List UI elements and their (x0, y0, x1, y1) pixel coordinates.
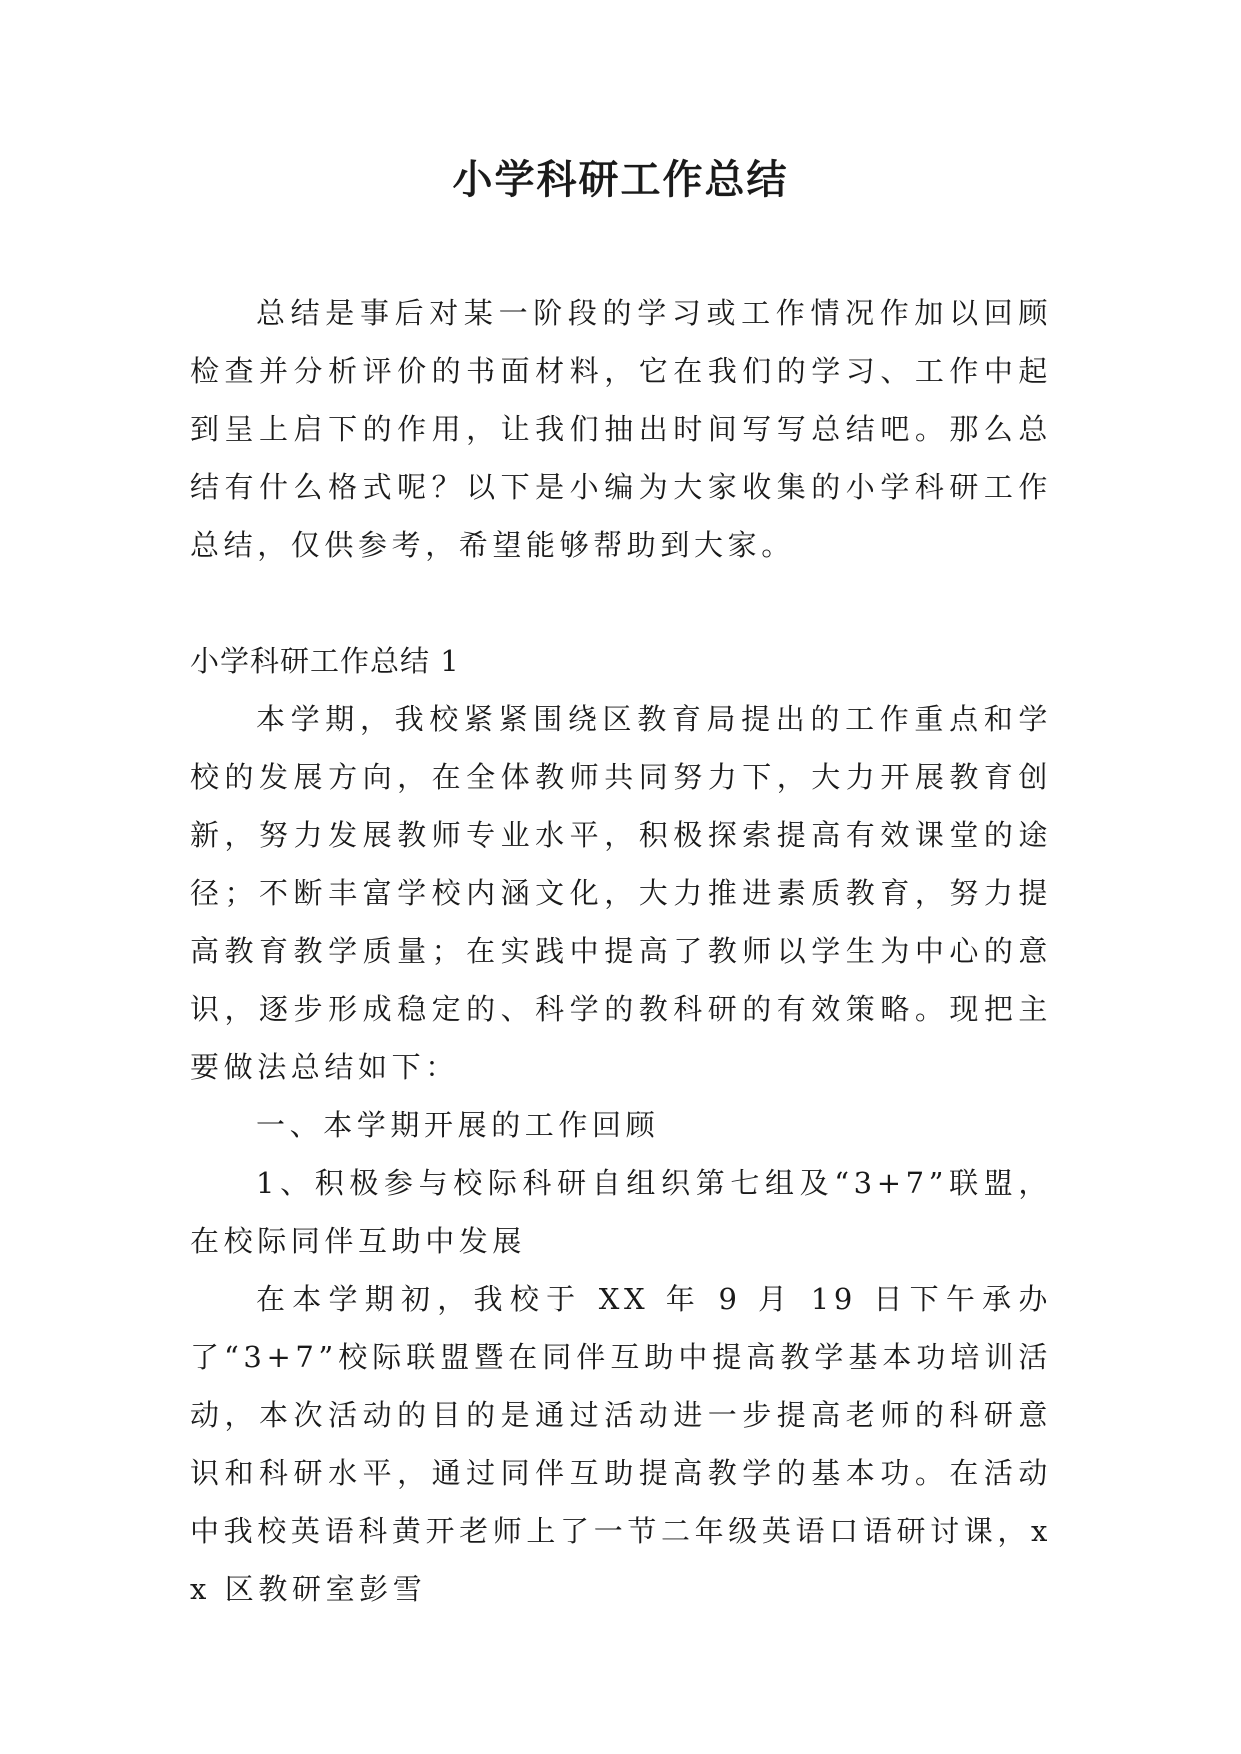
document-title: 小学科研工作总结 (452, 156, 789, 203)
paragraph-spacer (190, 574, 1052, 632)
body-paragraph-3: 1、积极参与校际科研自组织第七组及“3+7”联盟，在校际同伴互助中发展 (190, 1166, 1052, 1258)
intro-paragraph: 总结是事后对某一阶段的学习或工作情况作加以回顾检查并分析评价的书面材料，它在我们的学习、工作中起到呈上启下的作用，让我们抽出时间写写总结吧。那么总结有什么格式呢？以下是小编为大家收集的小学科研工作总结，仅供参考，希望能够帮助到大家。 (190, 296, 1052, 562)
section-heading: 小学科研工作总结 1 (190, 644, 460, 678)
body-paragraph-1: 本学期，我校紧紧围绕区教育局提出的工作重点和学校的发展方向，在全体教师共同努力下，大力开展教育创新，努力发展教师专业水平，积极探索提高有效课堂的途径；不断丰富学校内涵文化，大力推进素质教育，努力提高教育教学质量；在实践中提高了教师以学生为中心的意识，逐步形成稳定的、科学的教科研的有效策略。现把主要做法总结如下： (190, 702, 1052, 1084)
body-paragraph-4: 在本学期初，我校于 XX 年 9 月 19 日下午承办了“3+7”校际联盟暨在同伴互助中提高教学基本功培训活动，本次活动的目的是通过活动进一步提高老师的科研意识和科研水平，通过同伴互助提高教学的基本功。在活动中我校英语科黄开老师上了一节二年级英语口语研讨课，xx 区教研室彭雪 (190, 1282, 1052, 1606)
body-paragraph-2: 一、本学期开展的工作回顾 (256, 1108, 660, 1142)
document-body (190, 284, 1052, 1618)
